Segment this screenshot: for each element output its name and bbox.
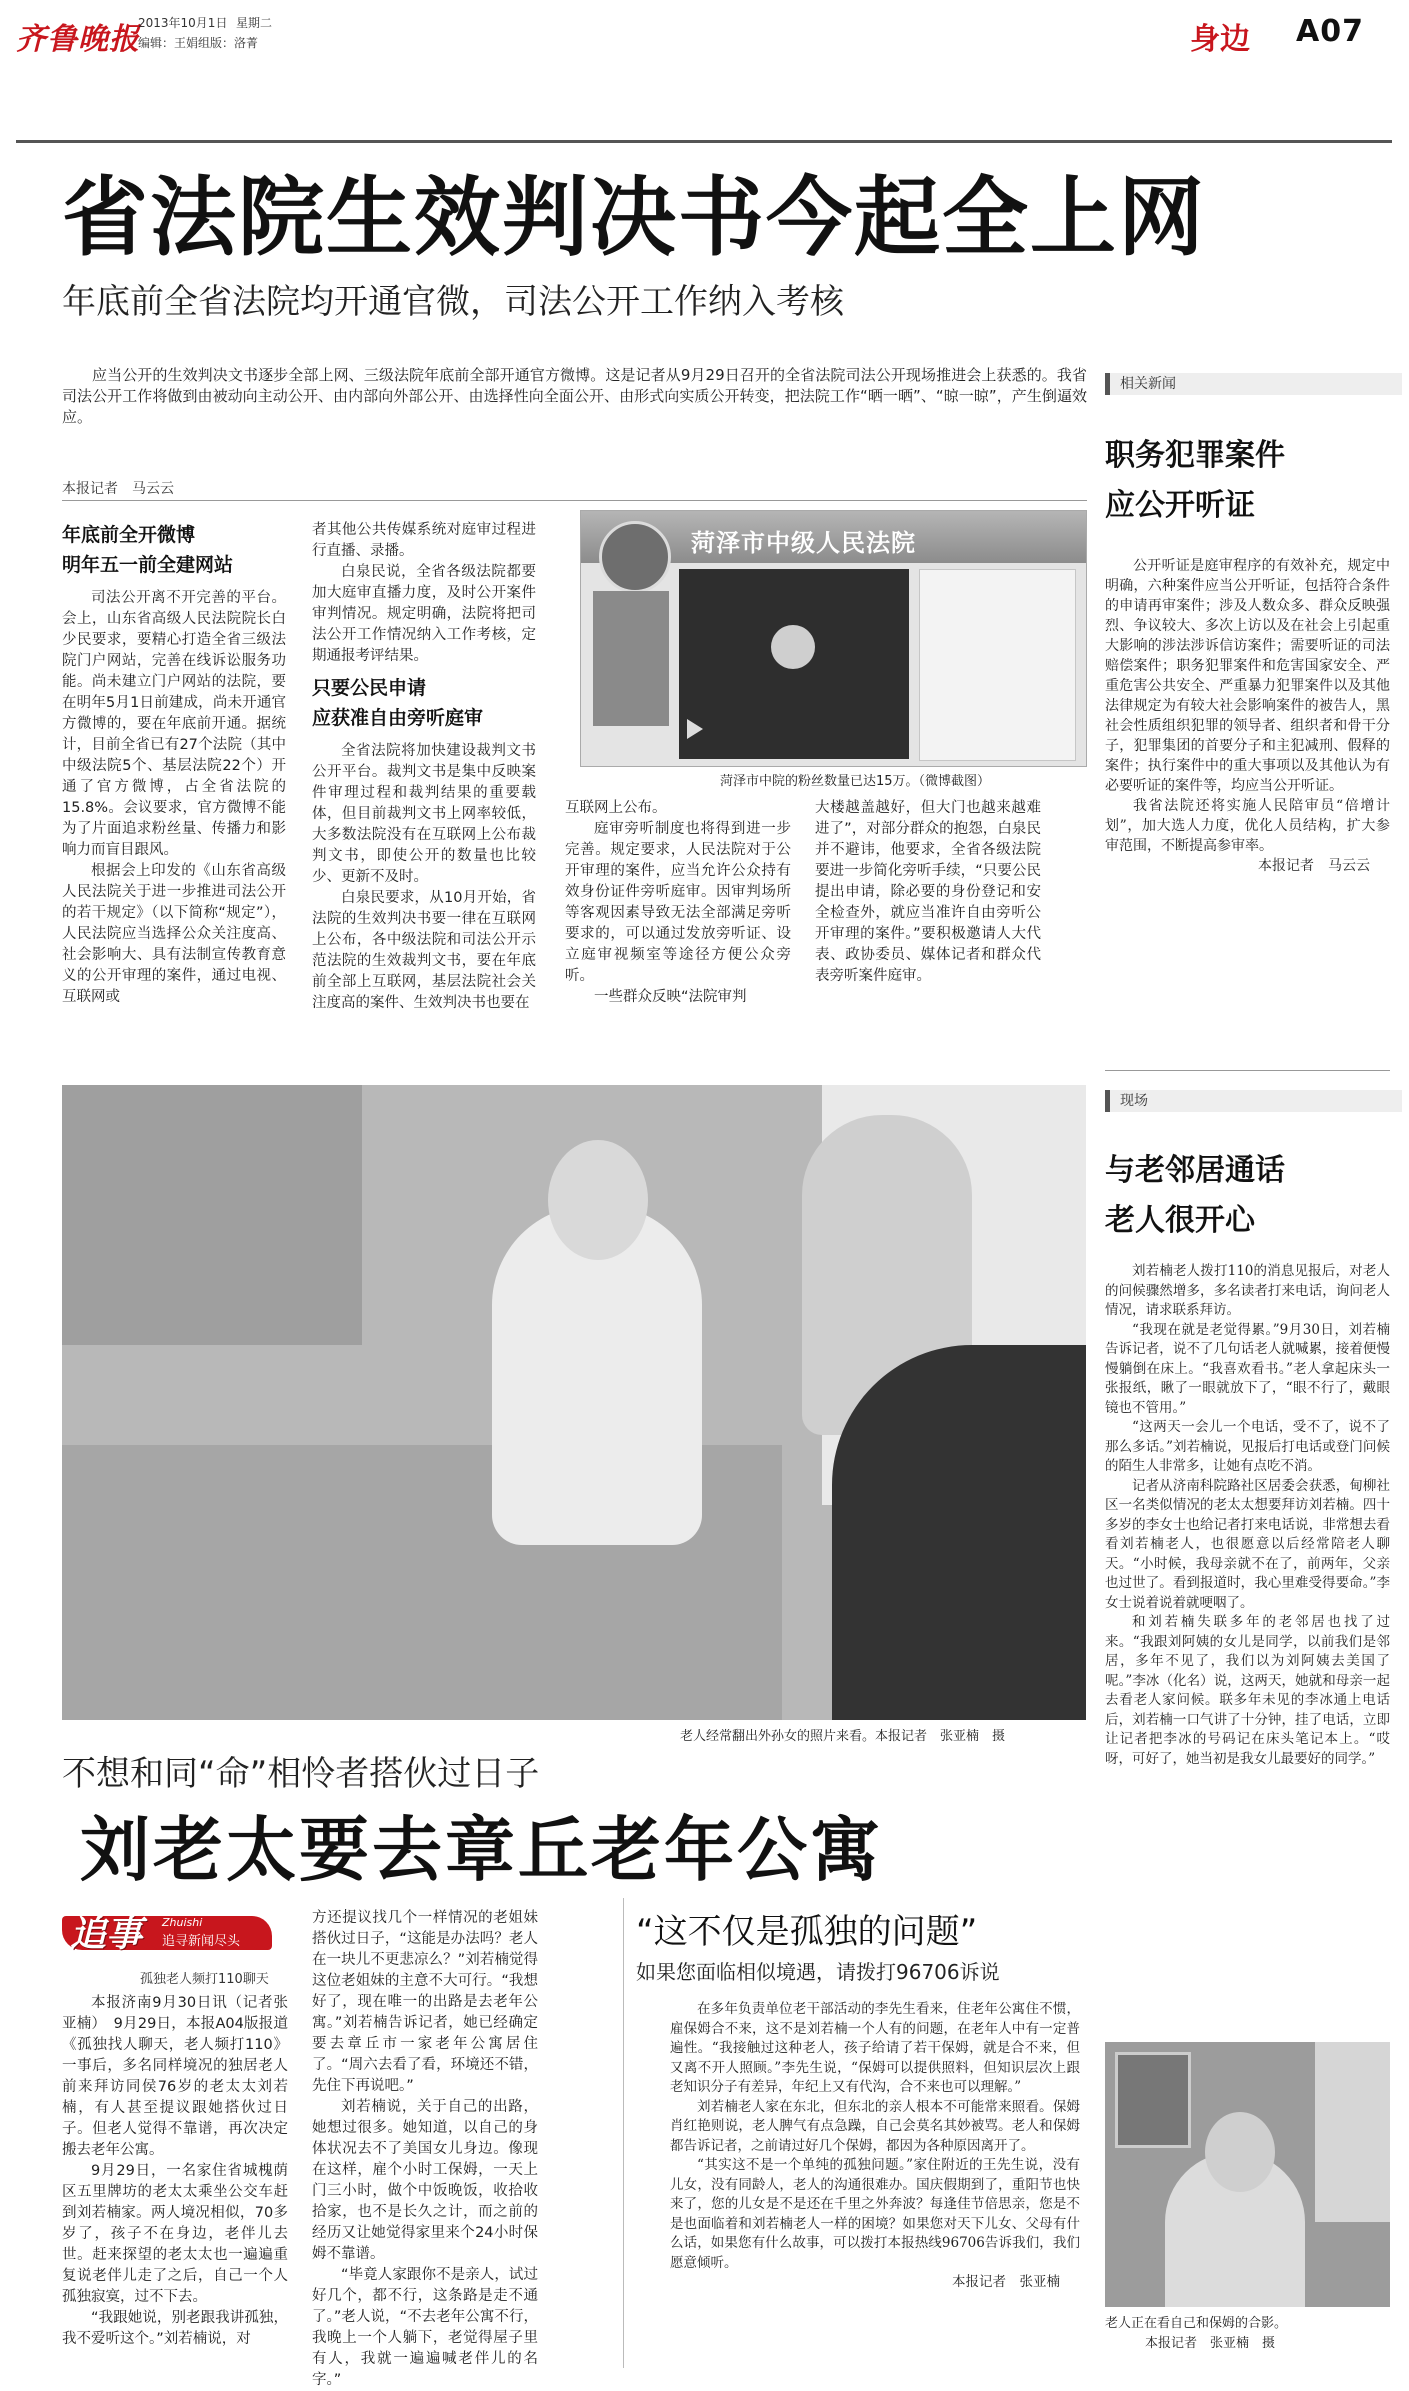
designer-credit: 组版：洛菁 (198, 36, 259, 50)
story-column-b (312, 1908, 538, 2391)
court-profile-block (593, 591, 669, 726)
issue-date: 2013年10月1日 (138, 16, 228, 30)
header-rule (16, 140, 1392, 143)
lead-text: 应当公开的生效判决文书逐步全部上网、三级法院年底前全部开通官方微博。这是记者从9月29日召开的全省法院司法公开现场推进会上获悉的。我省司法公开工作将做到由被动向主动公开、由内部向外部公开、由选择性向全面公开、由形式向实质公开转变，把法院工作“晒一晒”、“晾一晾”，产生倒逼效应。 (62, 366, 1087, 426)
paragraph: 记者从济南科院路社区居委会获悉，甸柳社区一名类似情况的老太太想要拜访刘若楠。四十多岁的李女士也给记者打来电话说，非常想去看看刘若楠老人，也很愿意以后经常陪老人聊天。“小时候，我母亲就不在了，前两年，父亲也过世了。看到报道时，我心里难受得要命。”李女士说着说着就哽咽了。 (1105, 1477, 1390, 1611)
paragraph: “这两天一会儿一个电话，受不了，说不了那么多话。”刘若楠说，见报后打电话或登门问候的陌生人非常多，让她有点吃不消。 (1105, 1419, 1390, 1474)
subheading: 明年五一前全建网站 (62, 554, 234, 576)
tracker-note: 孤独老人频打110聊天 (140, 1972, 269, 1987)
tracker-subtitle: 追寻新闻尽头 (162, 1934, 241, 1949)
paragraph: “我跟她说，别老跟我讲孤独，我不爱听这个。”刘若楠说，对 (62, 2310, 288, 2347)
column-4 (815, 798, 1041, 987)
quote-body (670, 2000, 1080, 2293)
window-light (1315, 2042, 1390, 2222)
column-1 (62, 520, 286, 1008)
sidebar-title: 与老邻居通话 (1105, 1153, 1285, 1188)
wall-frame (1115, 2052, 1191, 2148)
page-title: 省法院生效判决书今起全上网 (62, 168, 1206, 268)
story-headline: 刘老太要去章丘老年公寓 (80, 1809, 883, 1891)
paragraph: 我省法院还将实施人民陪审员“倍增计划”，加大选人力度，优化人员结构，扩大参审范围，不断提高参审率。 (1105, 798, 1390, 854)
paragraph: 互联网上公布。 (565, 800, 667, 816)
byline-rule (62, 500, 1087, 501)
issue-weekday: 星期二 (236, 16, 273, 30)
sidebar-body (1105, 1262, 1390, 1769)
paragraph: 全省法院将加快建设裁判文书公开平台。裁判文书是集中反映案件审理过程和裁判结果的重要载体，但目前裁判文书上网率较低，大多数法院没有在互联网上公布裁判文书，即使公开的数量也比较少、更新不及时。 (312, 743, 536, 885)
paragraph: 9月29日，一名家住省城槐荫区五里牌坊的老太太乘坐公交车赶到刘若楠家。两人境况相似，70多岁了，孩子不在身边，老伴儿去世。赶来探望的老太太也一遍遍重复说老伴儿走了之后，自己一个人孤独寂寞，过不下去。 (62, 2163, 288, 2305)
page-subtitle: 年底前全省法院均开通官微，司法公开工作纳入考核 (62, 282, 844, 322)
paragraph: 根据会上印发的《山东省高级人民法院关于进一步推进司法公开的若干规定》（以下简称“规定”），人民法院应当选择公众关注度高、社会影响大、具有法制宣传教育意义的公开审理的案件，通过电视、互联网或 (62, 863, 286, 1005)
head-shape (1205, 2112, 1275, 2192)
sidebar-body (1105, 556, 1390, 876)
paragraph: 大楼越盖越好，但大门也越来越难进了”，对部分群众的抱怨，白泉民并不避讳，他要求，全省各级法院要进一步简化旁听手续，“只要公民提出申请，除必要的身份登记和安全检查外，就应当准许自由旁听公开审理的案件。”要积极邀请人大代表、政协委员、媒体记者和群众代表旁听案件庭审。 (815, 800, 1041, 984)
quote-box-rule (623, 1898, 624, 2368)
moon-icon (771, 625, 815, 669)
seated-young-woman-figure (832, 1345, 1086, 1720)
paragraph: 方还提议找几个一样情况的老姐妹搭伙过日子，“这能是办法吗？老人在一块儿不更悲凉么？”刘若楠觉得这位老姐妹的主意不大可行。“我想好了，现在唯一的出路是去老年公寓。”刘若楠告诉记者，她已经确定要去章丘市一家老年公寓居住了。“周六去看了看，环境还不错，先住下再说吧。” (312, 1910, 538, 2094)
video-player (679, 569, 909, 759)
sidebar-label: 相关新闻 (1105, 373, 1402, 395)
quote-title: “这不仅是孤独的问题” (636, 1912, 978, 1952)
sidebar-rule (1105, 1070, 1390, 1071)
photo-caption: 菏泽市中院的粉丝数量已达15万。（微博截图） (720, 774, 991, 789)
page-number: A07 (1296, 14, 1364, 49)
paragraph: “毕竟人家跟你不是亲人，试过好几个，都不行，这条路是走不通了。”老人说，“不去老年公寓不行，我晚上一个人躺下，老觉得屋子里有人，我就一遍遍喊老伴儿的名字。” (312, 2267, 538, 2388)
paragraph: 刘若楠老人家在东北，但东北的亲人根本不可能常来照看。保姆肖红艳则说，老人脾气有点急躁，自己会莫名其妙被骂。老人和保姆都告诉记者，之前请过好几个保姆，都因为各种原因离开了。 (670, 2098, 1080, 2154)
weibo-screenshot-photo (580, 510, 1087, 767)
paragraph: 白泉民要求，从10月开始，省法院的生效判决书要一律在互联网上公布，各中级法院和司法公开示范法院的生效裁判文书，要在年底前全部上互联网，基层法院社会关注度高的案件、生效判决书也要在 (312, 890, 536, 1011)
story-column-a (62, 1993, 288, 2350)
photo-caption: 老人经常翻出外孙女的照片来看。本报记者 张亚楠 摄 (680, 1729, 1006, 1744)
tracker-pinyin: Zhuishi (162, 1916, 203, 1929)
section-name: 身边 (1190, 22, 1250, 57)
tracker-logo: 追事 (70, 1914, 143, 1955)
subheading: 年底前全开微博 (62, 524, 196, 546)
lead-paragraph (62, 365, 1087, 428)
paragraph: 一些群众反映“法院审判 (594, 989, 747, 1005)
quote-subtitle: 如果您面临相似境遇，请拨打96706诉说 (636, 1960, 1000, 1984)
column-3 (565, 798, 791, 1008)
photo-caption: 老人正在看自己和保姆的合影。 (1105, 2316, 1288, 2331)
editor-credit: 编辑：王娟 (138, 36, 199, 50)
weibo-page-title: 菏泽市中级人民法院 (691, 529, 916, 557)
byline: 本报记者 马云云 (62, 481, 174, 497)
subheading: 应获准自由旁听庭审 (312, 707, 484, 729)
newspaper-logo: 齐鲁晚报 (16, 22, 140, 57)
head-shape (548, 1140, 648, 1260)
paragraph: 公开听证是庭审程序的有效补充，规定中明确，六种案件应当公开听证，包括符合条件的申请再审案件；涉及人数众多、群众反映强烈、争议较大、多次上访以及在社会上引起重大影响的涉法涉诉信访案件；需要听证的司法赔偿案件；职务犯罪案件和危害国家安全、严重危害公共安全、严重暴力犯罪案件以及其他法律规定为有较大社会影响案件的被告人，黑社会性质组织犯罪的领导者、组织者和骨干分子，犯罪集团的首要分子和主犯减刑、假释的案件；执行案件中的重大事项以及其他认为有必要听证的案件等，均应当公开听证。 (1105, 558, 1390, 794)
sidebar-title: 老人很开心 (1105, 1203, 1255, 1238)
elderly-woman-photo (62, 1085, 1086, 1720)
paragraph: 和刘若楠失联多年的老邻居也找了过来。“我跟刘阿姨的女儿是同学，以前我们是邻居，多年不见了，我们以为刘阿姨去美国了呢。”李冰（化名）说，这两天，她就和母亲一起去看老人家问候。联多年未见的李冰通上电话后，刘若楠一口气讲了十分钟，挂了电话，立即让记者把李冰的号码记在床头笔记本上。“哎呀，可好了，她当初是我女儿最要好的同学。” (1105, 1614, 1390, 1767)
paragraph: 白泉民说，全省各级法院都要加大庭审直播力度，及时公开案件审判情况。规定明确，法院将把司法公开工作情况纳入工作考核，定期通报考评结果。 (312, 564, 536, 664)
story-kicker: 不想和同“命”相怜者搭伙过日子 (62, 1754, 540, 1794)
paragraph: “我现在就是老觉得累。”9月30日，刘若楠告诉记者，说不了几句话老人就喊累，接着便慢慢躺倒在床上。“我喜欢看书。”老人拿起床头一张报纸，瞅了一眼就放下了，“眼不行了，戴眼镜也不管用。” (1105, 1321, 1390, 1416)
paragraph: 刘若楠说，关于自己的出路，她想过很多。她知道，以自己的身体状况去不了美国女儿身边。像现在这样，雇个小时工保姆，一天上门三小时，做个中饭晚饭，收拾收拾家，也不是长久之计，而之前的经历又让她觉得家里来个24小时保姆不靠谱。 (312, 2099, 538, 2262)
paragraph: 者其他公共传媒系统对庭审过程进行直播、录播。 (312, 522, 536, 559)
paragraph: 本报济南9月30日讯（记者张亚楠） 9月29日，本报A04版报道《孤独找人聊天，老人频打110》一事后，多名同样境况的独居老人前来拜访同侯76岁的老太太刘若楠，有人甚至提议跟她搭伙过日子。但老人觉得不靠谱，再次决定搬去老年公寓。 (62, 1995, 288, 2158)
sidebar-title: 职务犯罪案件 (1105, 438, 1285, 473)
play-icon (687, 719, 703, 739)
paragraph: 刘若楠老人拨打110的消息见报后，对老人的问候骤然增多，多名读者打来电话，询问老人情况，请求联系拜访。 (1105, 1263, 1390, 1318)
wall-shadow (62, 1085, 362, 1345)
byline: 本报记者 张亚楠 (952, 2274, 1060, 2290)
byline: 本报记者 马云云 (1258, 858, 1370, 874)
paragraph: 庭审旁听制度也将得到进一步完善。规定要求，人民法院对于公开审理的案件，应当允许公众持有效身份证件旁听庭审。因审判场所等客观因素导致无法全部满足旁听要求的，可以通过发放旁听证、设立庭审视频室等途径方便公众旁听。 (565, 821, 791, 984)
court-emblem-icon (599, 521, 671, 593)
sidebar-title: 应公开听证 (1105, 488, 1255, 523)
subheading: 只要公民申请 (312, 677, 427, 699)
caregiver-photo (1105, 2042, 1390, 2307)
weibo-side-panel (919, 569, 1076, 761)
paragraph: 在多年负责单位老干部活动的李先生看来，住老年公寓住不惯，雇保姆合不来，这不是刘若楠一个人有的问题，在老年人中有一定普遍性。“我接触过这种老人，孩子给请了若干保姆，就是合不来，但又离不开人照顾。”李先生说，“保姆可以提供照料，但知识层次上跟老知识分子有差异，年纪上又有代沟，合不来也可以理解。” (670, 2001, 1080, 2095)
column-2 (312, 520, 536, 1014)
sidebar-label: 现场 (1105, 1090, 1402, 1112)
tracker-badge (62, 1908, 282, 1968)
photo-credit: 本报记者 张亚楠 摄 (1145, 2336, 1276, 2351)
paragraph: “其实这不是一个单纯的孤独问题。”家住附近的王先生说，没有儿女，没有同龄人，老人的沟通很难办。国庆假期到了，重阳节也快来了，您的儿女是不是还在千里之外奔波？每逢佳节倍思亲，您是不是也面临着和刘若楠老人一样的困境？如果您对天下儿女、父母有什么话，如果您有什么故事，可以拨打本报热线96706告诉我们，我们愿意倾听。 (670, 2157, 1080, 2271)
paragraph: 司法公开离不开完善的平台。会上，山东省高级人民法院院长白少民要求，要精心打造全省三级法院门户网站，完善在线诉讼服务功能。尚未建立门户网站的法院，要在明年5月1日前建成，尚未开通官方微博的，要在年底前开通。据统计，目前全省已有27个法院（其中中级法院5个、基层法院22个）开通了官方微博，占全省法院的15.8%。会议要求，官方微博不能为了片面追求粉丝量、传播力和影响力而盲目跟风。 (62, 590, 286, 858)
